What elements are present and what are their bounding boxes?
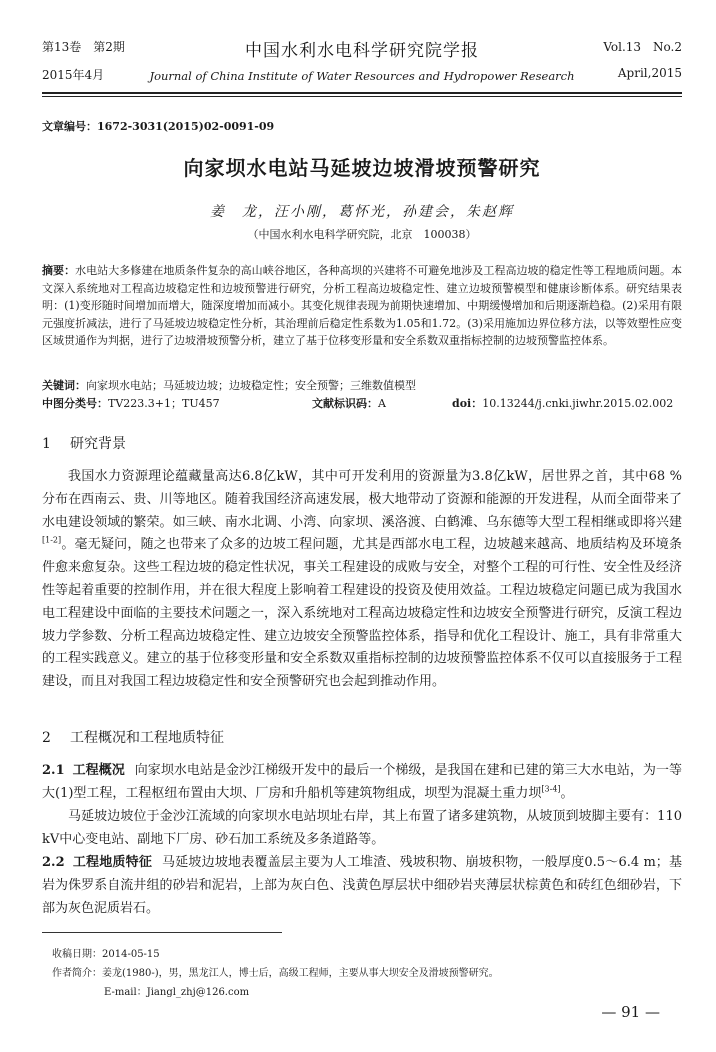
clc-value: TV223.3+1；TU457	[108, 397, 220, 410]
header-row-cn	[42, 38, 682, 62]
author-list: 姜 龙，汪小刚，葛怀光，孙建会，朱赵辉	[210, 204, 514, 220]
subsection-2-1-title: 工程概况	[72, 763, 125, 778]
subsection-2-1-number: 2.1	[42, 763, 65, 778]
header-row-en	[42, 66, 682, 88]
doc-code	[312, 395, 386, 411]
article-number: 文章编号：1672-3031(2015)02-0091-09	[42, 120, 275, 133]
journal-header	[42, 38, 682, 94]
date-cn: 2015年4月	[42, 68, 105, 82]
keywords	[42, 377, 682, 393]
section-2-title: 工程概况和工程地质特征	[70, 730, 224, 746]
doi	[452, 395, 673, 411]
date-en: April,2015	[617, 66, 682, 80]
citation-3-4: [3-4]	[541, 784, 561, 794]
author-email: E-mail：Jiangl_zhj@126.com	[104, 987, 250, 998]
header-rule-thick	[42, 92, 682, 94]
clc-label: 中图分类号：	[42, 397, 108, 410]
classification-line	[42, 395, 682, 411]
keywords-text: 向家坝水电站；马延坡边坡；边坡稳定性；安全预警；三维数值模型	[86, 379, 416, 392]
section-1-text-a: 我国水力资源理论蕴藏量高达6.8亿kW，其中可开发利用的资源量为3.8亿kW，居世界之首，其中68 % 分布在西南云、贵、川等地区。随着我国经济高速发展，极大地带动了资源和能源的开发进程，从而全面带来了水电建设领域的繁荣。如三峡、南水北调、小湾、向家坝、溪洛渡、白鹤滩、乌东德等大型工程相继或即将兴建	[42, 469, 682, 530]
doc-label: 文献标识码：	[312, 397, 378, 410]
abstract-label: 摘要：	[42, 264, 76, 277]
doc-value: A	[378, 397, 386, 410]
subsection-2-2-number: 2.2	[42, 855, 65, 870]
subsection-2-2-text: 马延坡边坡地表覆盖层主要为人工堆渣、残坡积物、崩坡积物，一般厚度0.5～6.4 m；基岩为侏罗系自流井组的砂岩和泥岩，上部为灰白色、浅黄色厚层状中细砂岩夹薄层状棕黄色和砖红色细砂岩，下部为灰色泥质岩石。	[42, 855, 682, 916]
abstract	[42, 262, 682, 350]
page-number: — 91 —	[601, 1003, 660, 1021]
journal-name-cn: 中国水利水电科学研究院学报	[245, 41, 479, 61]
section-1-heading	[42, 433, 126, 453]
volume-cn: 第13卷 第2期	[42, 40, 125, 54]
subsection-2-1-text-a: 向家坝水电站是金沙江梯级开发中的最后一个梯级，是我国在建和已建的第三大水电站，为一等大(1)型工程，工程枢纽布置由大坝、厂房和升船机等建筑物组成，坝型为混凝土重力坝	[42, 763, 682, 801]
clc-code	[42, 395, 220, 411]
section-1-title: 研究背景	[70, 436, 126, 452]
author-bio: 作者简介：姜龙(1980-)，男，黑龙江人，博士后，高级工程师，主要从事大坝安全及滑坡预警研究。	[52, 968, 499, 979]
section-1-text-b: 。毫无疑问，随之也带来了众多的边坡工程问题，尤其是西部水电工程，边坡越来越高、地质结构及环境条件愈来愈复杂。这些工程边坡的稳定性状况，事关工程建设的成败与安全，对整个工程的可行性、安全性及经济性等起着重要的控制作用，并在很大程度上影响着工程建设的投资及使用效益。工程边坡稳定问题已成为我国水电工程建设中面临的主要技术问题之一，深入系统地对工程高边坡稳定性和边坡安全预警进行研究，反演工程边坡力学参数、分析工程高边坡稳定性、建立边坡安全预警监控体系，指导和优化工程设计、施工，具有非常重大的工程实践意义。建立的基于位移变形量和安全系数双重指标控制的边坡预警监控体系不仅可以直接服务于工程建设，而且对我国工程边坡稳定性和安全预警研究也会起到推动作用。	[42, 537, 682, 690]
volume-en: Vol.13 No.2	[603, 40, 682, 54]
footnote-rule	[42, 932, 282, 933]
keywords-label: 关键词：	[42, 379, 86, 392]
section-1-paragraph	[42, 466, 682, 694]
subsection-2-2-title: 工程地质特征	[72, 855, 153, 870]
doi-value: 10.13244/j.cnki.jiwhr.2015.02.002	[482, 397, 674, 410]
subsection-2-2	[42, 852, 682, 920]
journal-name-en: Journal of China Institute of Water Resources and Hydropower Research	[149, 69, 575, 83]
section-2-heading	[42, 727, 224, 747]
header-rule-thin	[42, 96, 682, 97]
abstract-text: 水电站大多修建在地质条件复杂的高山峡谷地区，各种高坝的兴建将不可避免地涉及工程高边坡的稳定性等工程地质问题。本文深入系统地对工程高边坡稳定性和边坡预警进行研究，分析工程高边坡稳定性、建立边坡预警模型和健康诊断体系。研究结果表明：(1)变形随时间增加而增大，随深度增加而减小。其变化规律表现为前期快速增加、中期缓慢增加和后期逐渐趋稳。(2)采用有限元强度折减法，进行了马延坡边坡稳定性分析，其治理前后稳定性系数为1.05和1.72。(3)采用施加边界位移方法，以等效塑性应变区域贯通作为判据，进行了边坡滑坡预警分析，建立了基于位移变形量和安全系数双重指标控制的边坡预警监控体系。	[42, 264, 682, 347]
paper-title: 向家坝水电站马延坡边坡滑坡预警研究	[183, 156, 541, 180]
affiliation: （中国水利水电科学研究院，北京 100038）	[247, 228, 477, 241]
received-date: 收稿日期：2014-05-15	[52, 949, 160, 960]
citation-1-2: [1-2]	[42, 536, 62, 546]
subsection-2-1	[42, 760, 682, 806]
section-2-number: 2	[42, 730, 51, 746]
section-1-number: 1	[42, 436, 51, 452]
doi-label: doi：	[452, 397, 483, 410]
subsection-2-1-text-b: 。	[560, 785, 574, 801]
subsection-2-1-paragraph-2: 马延坡边坡位于金沙江流域的向家坝水电站坝址右岸，其上布置了诸多建筑物，从坡顶到坡脚主要有：110 kV中心变电站、副地下厂房、砂石加工系统及多条道路等。	[42, 809, 682, 847]
